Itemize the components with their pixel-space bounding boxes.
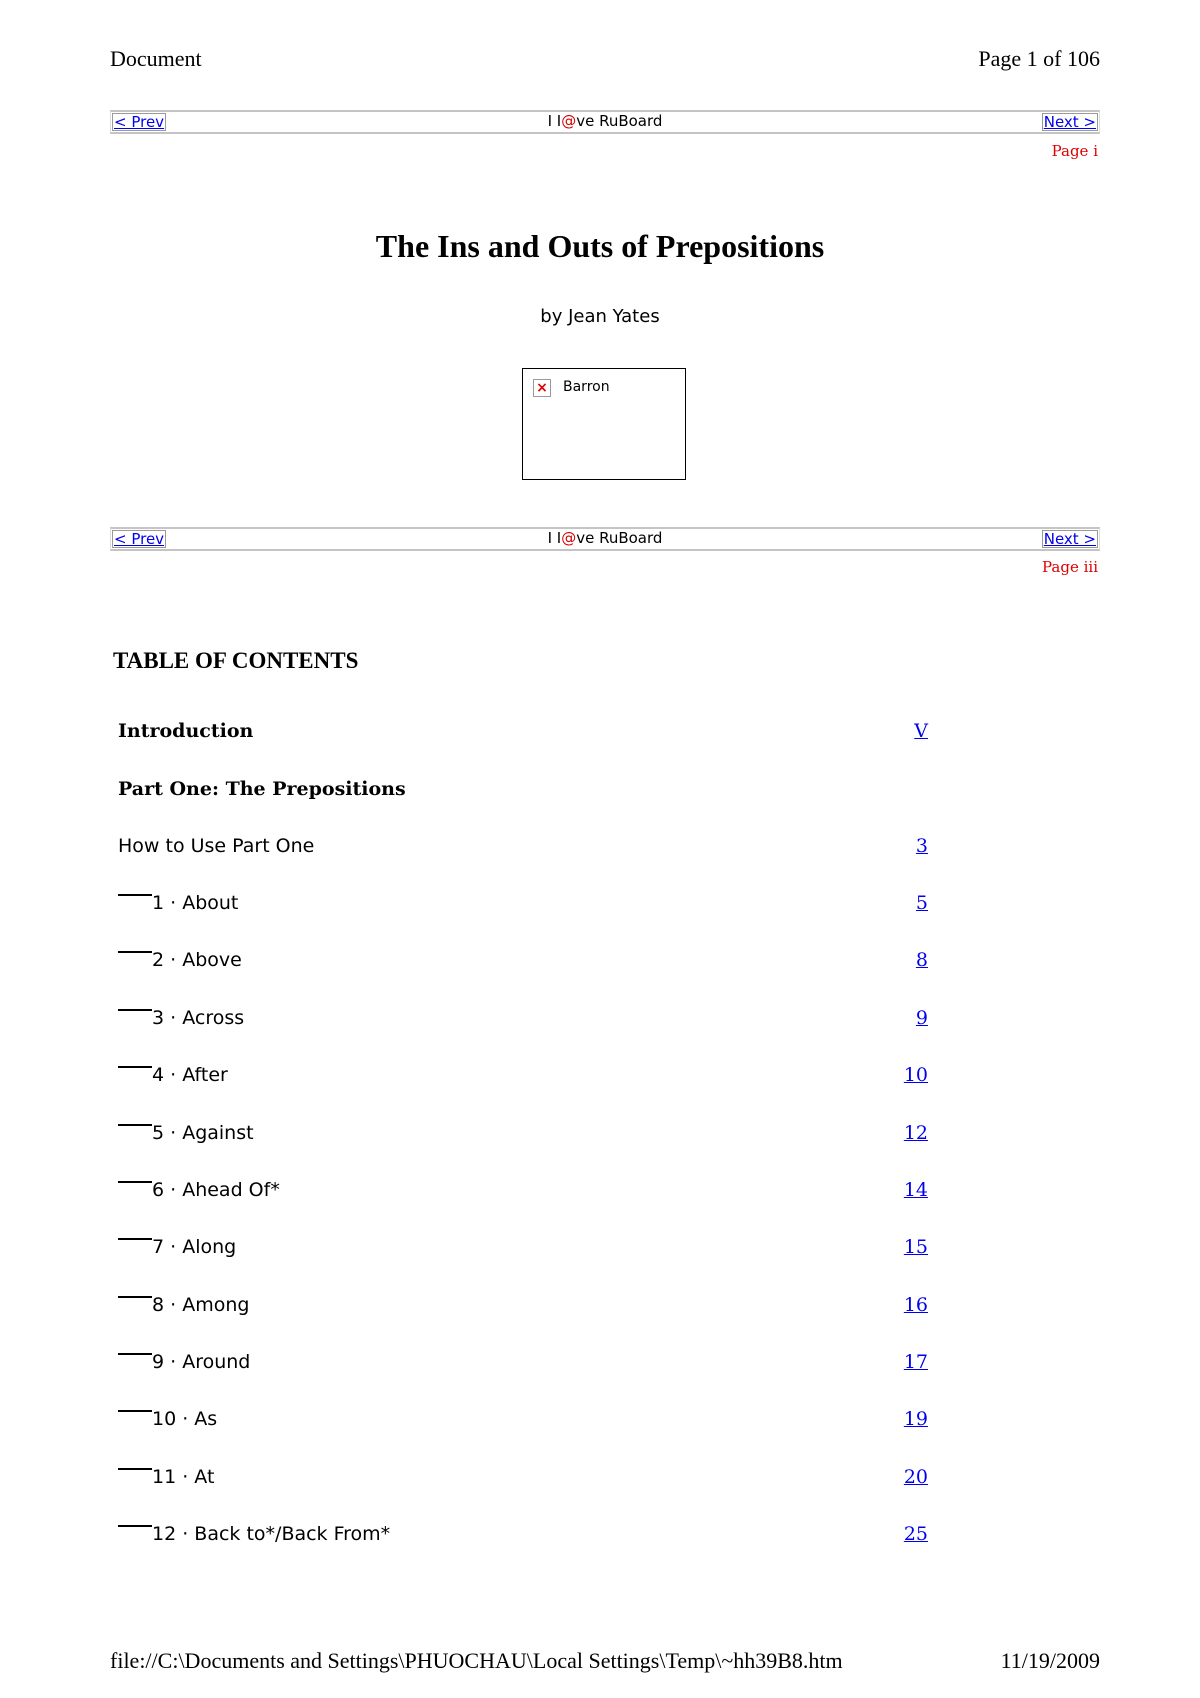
book-author: by Jean Yates <box>540 306 660 327</box>
dash-rule <box>118 1066 152 1068</box>
toc-row-chapter <box>118 1007 928 1037</box>
toc-row-chapter <box>118 1523 928 1553</box>
document-title: Document <box>110 46 202 71</box>
brand-prefix: I I <box>547 112 562 130</box>
toc-row-chapter <box>118 1408 928 1438</box>
toc-row-how-to-use <box>118 835 928 865</box>
toc-label: 12 · Back to*/Back From* <box>118 1523 390 1545</box>
toc-page-link[interactable]: 20 <box>903 1466 928 1488</box>
toc-page-link[interactable]: 17 <box>903 1351 928 1373</box>
toc-heading: TABLE OF CONTENTS <box>113 648 359 673</box>
dash-rule <box>118 1353 152 1355</box>
nav-bar-top <box>110 110 1100 134</box>
dash-rule <box>118 1124 152 1126</box>
image-alt-text: Barron <box>563 379 610 395</box>
next-link[interactable]: Next > <box>1043 530 1096 548</box>
toc-label: 4 · After <box>118 1064 228 1086</box>
toc-label: 7 · Along <box>118 1236 236 1258</box>
dash-rule <box>118 1009 152 1011</box>
toc-row-chapter <box>118 892 928 922</box>
toc-row-chapter <box>118 1466 928 1496</box>
toc-page-link[interactable]: 10 <box>903 1064 928 1086</box>
toc-label: 2 · Above <box>118 949 242 971</box>
toc-label: 9 · Around <box>118 1351 250 1373</box>
page-marker-iii: Page iii <box>1041 558 1098 576</box>
toc-row-chapter <box>118 949 928 979</box>
toc-row-part-one <box>118 778 928 808</box>
page-marker-i: Page i <box>1051 142 1098 160</box>
page-count: Page 1 of 106 <box>978 46 1100 71</box>
toc-row-chapter <box>118 1236 928 1266</box>
prev-link[interactable]: < Prev <box>114 113 165 131</box>
toc-row-chapter <box>118 1351 928 1381</box>
toc-label: Introduction <box>118 720 254 742</box>
brand-prefix: I I <box>547 529 562 547</box>
toc-row-chapter <box>118 1064 928 1094</box>
brand-at: @ <box>561 112 577 130</box>
publisher-image-placeholder <box>522 368 686 480</box>
toc-label: 8 · Among <box>118 1294 249 1316</box>
toc-page-link[interactable]: 8 <box>915 949 928 971</box>
next-link[interactable]: Next > <box>1043 113 1096 131</box>
toc-row-introduction <box>118 720 928 750</box>
brand-at: @ <box>561 529 577 547</box>
toc-label: Part One: The Prepositions <box>118 778 406 800</box>
dash-rule <box>118 1181 152 1183</box>
toc-row-chapter <box>118 1294 928 1324</box>
toc-page-link[interactable]: 12 <box>903 1122 928 1144</box>
prev-link[interactable]: < Prev <box>114 530 165 548</box>
toc-label: How to Use Part One <box>118 835 315 857</box>
toc-page-link[interactable]: 19 <box>903 1408 928 1430</box>
toc-page-link[interactable]: 15 <box>903 1236 928 1258</box>
toc-label: 11 · At <box>118 1466 214 1488</box>
book-title: The Ins and Outs of Prepositions <box>375 228 825 264</box>
toc-page-link[interactable]: 16 <box>903 1294 928 1316</box>
dash-rule <box>118 1410 152 1412</box>
toc-page-link[interactable]: 3 <box>915 835 928 857</box>
broken-image-icon: × <box>533 379 551 397</box>
dash-rule <box>118 894 152 896</box>
toc-label: 1 · About <box>118 892 238 914</box>
toc-label: 10 · As <box>118 1408 217 1430</box>
toc-label: 6 · Ahead Of* <box>118 1179 280 1201</box>
toc-row-chapter <box>118 1122 928 1152</box>
toc-page-link[interactable]: V <box>914 720 928 742</box>
file-path: file://C:\Documents and Settings\PHUOCHAU\Local Settings\Temp\~hh39B8.htm <box>110 1648 843 1673</box>
dash-rule <box>118 1468 152 1470</box>
ruboard-brand <box>111 113 1099 129</box>
print-date: 11/19/2009 <box>1000 1648 1100 1673</box>
toc-page-link[interactable]: 25 <box>903 1523 928 1545</box>
toc-page-link[interactable]: 14 <box>903 1179 928 1201</box>
toc-label: 3 · Across <box>118 1007 244 1029</box>
dash-rule <box>118 1525 152 1527</box>
toc-page-link[interactable]: 9 <box>915 1007 928 1029</box>
nav-bar-bottom <box>110 527 1100 551</box>
document-header <box>110 46 1100 76</box>
brand-suffix: ve RuBoard <box>576 112 663 130</box>
ruboard-brand <box>111 530 1099 546</box>
dash-rule <box>118 1238 152 1240</box>
dash-rule <box>118 1296 152 1298</box>
toc-row-chapter <box>118 1179 928 1209</box>
document-footer <box>110 1648 1100 1678</box>
toc-label: 5 · Against <box>118 1122 254 1144</box>
toc-page-link[interactable]: 5 <box>915 892 928 914</box>
dash-rule <box>118 951 152 953</box>
brand-suffix: ve RuBoard <box>576 529 663 547</box>
